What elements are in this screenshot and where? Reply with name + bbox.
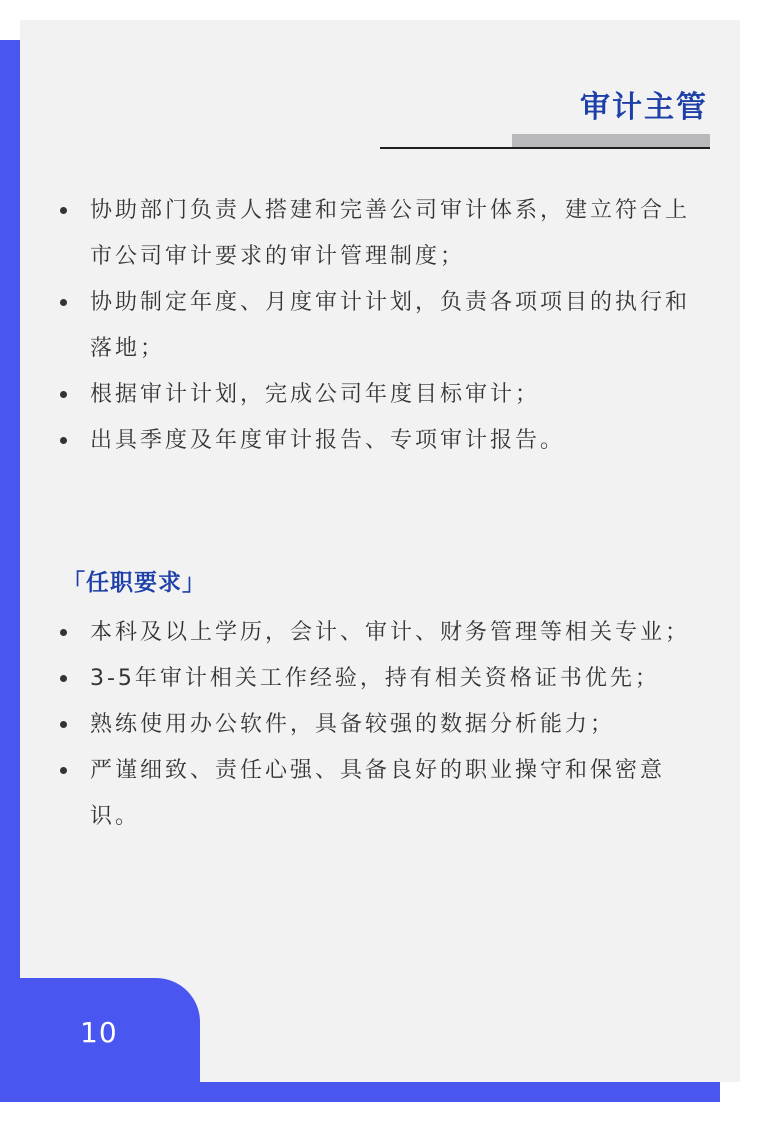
list-item xyxy=(20,372,740,418)
bullet-icon xyxy=(60,437,67,444)
list-item xyxy=(20,702,740,748)
requirement-text: 3-5年审计相关工作经验，持有相关资格证书优先； xyxy=(90,666,660,691)
bullet-icon xyxy=(60,767,67,774)
requirement-text: 本科及以上学历，会计、审计、财务管理等相关专业； xyxy=(90,620,691,645)
duty-text: 协助制定年度、月度审计计划，负责各项项目的执行和落地； xyxy=(90,290,691,361)
bullet-icon xyxy=(60,391,67,398)
title-underline-block xyxy=(512,134,710,148)
duty-text: 出具季度及年度审计报告、专项审计报告。 xyxy=(90,428,566,453)
requirements-list xyxy=(20,610,740,840)
page-number-tab xyxy=(20,978,200,1082)
requirement-text: 熟练使用办公软件，具备较强的数据分析能力； xyxy=(90,712,616,737)
list-item xyxy=(20,418,740,464)
duty-text: 根据审计计划，完成公司年度目标审计； xyxy=(90,382,541,407)
duties-list xyxy=(20,188,740,464)
requirement-text: 严谨细致、责任心强、具备良好的职业操守和保密意识。 xyxy=(90,758,666,829)
list-item xyxy=(20,748,740,840)
bullet-icon xyxy=(60,675,67,682)
content-card xyxy=(20,20,740,1082)
requirements-heading: 「任职要求」 xyxy=(62,570,206,596)
list-item xyxy=(20,656,740,702)
bullet-icon xyxy=(60,299,67,306)
list-item xyxy=(20,280,740,372)
list-item xyxy=(20,610,740,656)
bullet-icon xyxy=(60,629,67,636)
bullet-icon xyxy=(60,721,67,728)
list-item xyxy=(20,188,740,280)
page-number: 10 xyxy=(80,1016,118,1049)
bullet-icon xyxy=(60,207,67,214)
bottom-accent-bar xyxy=(0,1082,720,1102)
job-title: 审计主管 xyxy=(580,90,708,125)
duty-text: 协助部门负责人搭建和完善公司审计体系，建立符合上市公司审计要求的审计管理制度； xyxy=(90,198,691,269)
title-underline-line xyxy=(380,147,710,149)
